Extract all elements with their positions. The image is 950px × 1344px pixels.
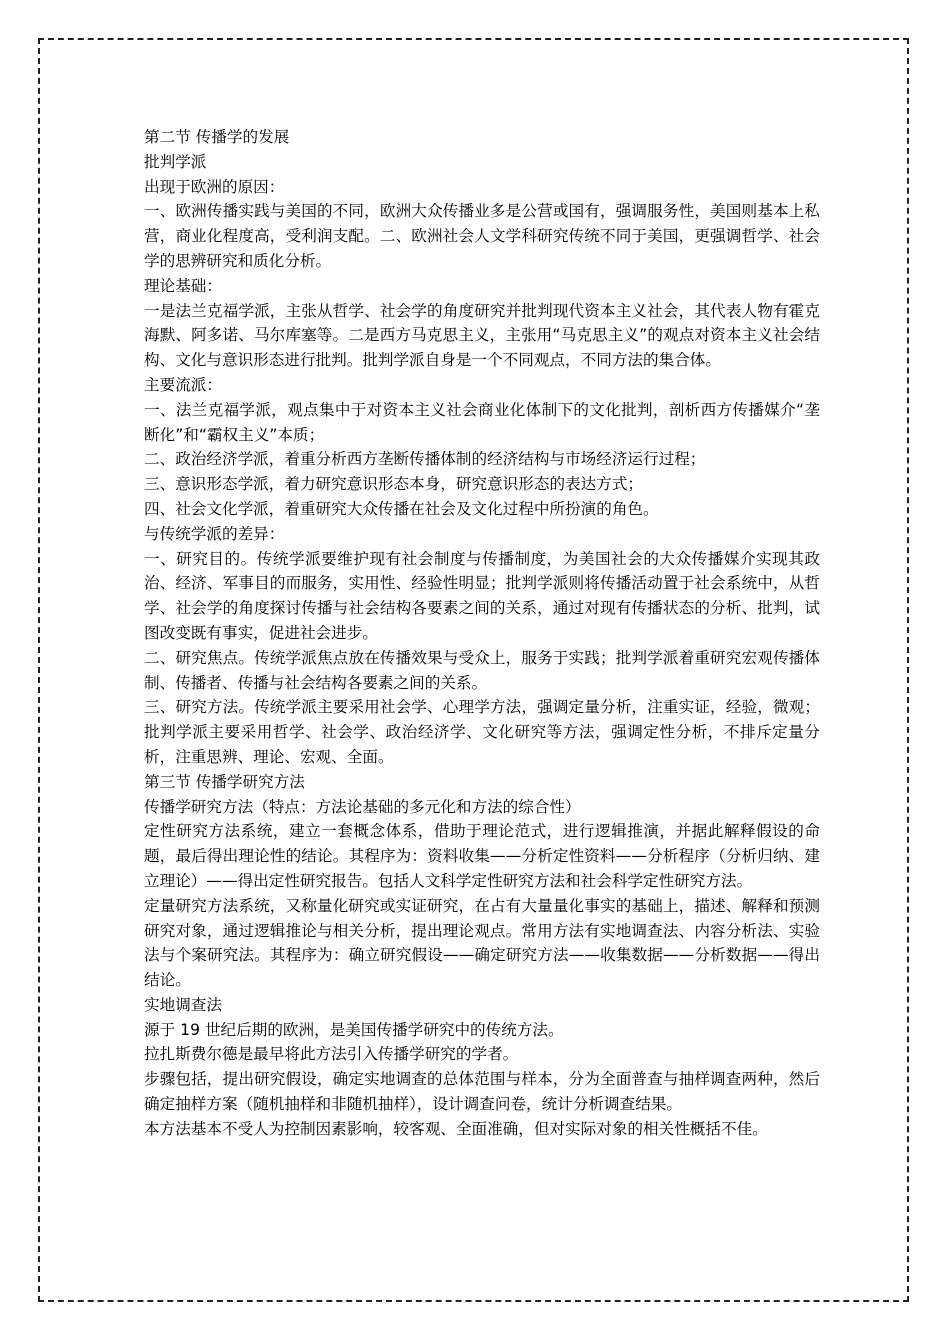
subheading: 实地调查法: [144, 995, 222, 1014]
subheading: 主要流派：: [144, 375, 222, 394]
paragraph: 一是法兰克福学派，主张从哲学、社会学的角度研究并批判现代资本主义社会，其代表人物有霍克海默、阿多诺、马尔库塞等。二是西方马克思主义，主张用“马克思主义”的观点对资本主义社会结构、文化与意识形态进行批判。批判学派自身是一个不同观点，不同方法的集合体。: [144, 301, 820, 370]
section-heading: 第三节 传播学研究方法: [144, 772, 305, 791]
paragraph: 定性研究方法系统，建立一套概念体系，借助于理论范式，进行逻辑推演，并据此解释假设的命题，最后得出理论性的结论。其程序为：资料收集——分析定性资料——分析程序（分析归纳、建立理论）——得出定性研究报告。包括人文科学定性研究方法和社会科学定性研究方法。: [144, 822, 820, 890]
paragraph: 三、研究方法。传统学派主要采用社会学、心理学方法，强调定量分析，注重实证，经验，微观；批判学派主要采用哲学、社会学、政治经济学、文化研究等方法，强调定性分析，不排斥定量分析，注重思辨、理论、宏观、全面。: [144, 698, 820, 766]
paragraph: 本方法基本不受人为控制因素影响，较客观、全面准确，但对实际对象的相关性概括不佳。: [144, 1119, 768, 1138]
paragraph: 定量研究方法系统，又称量化研究或实证研究，在占有大量量化事实的基础上，描述、解释和预测研究对象，通过逻辑推论与相关分析，提出理论观点。常用方法有实地调查法、内容分析法、实验法与个案研究法。其程序为：确立研究假设——确定研究方法——收集数据——分析数据——得出结论。: [144, 896, 820, 990]
paragraph: 源于 19 世纪后期的欧洲，是美国传播学研究中的传统方法。: [144, 1020, 564, 1039]
subheading: 与传统学派的差异：: [144, 524, 285, 543]
paragraph: 步骤包括，提出研究假设，确定实地调查的总体范围与样本，分为全面普查与抽样调查两种，然后确定抽样方案（随机抽样和非随机抽样），设计调查问卷，统计分析调查结果。: [144, 1070, 820, 1114]
paragraph: 四、社会文化学派，着重研究大众传播在社会及文化过程中所扮演的角色。: [144, 499, 659, 518]
subheading: 理论基础：: [144, 276, 222, 295]
document-body: [144, 125, 820, 1142]
subheading: 出现于欧洲的原因：: [144, 177, 285, 196]
paragraph: 三、意识形态学派，着力研究意识形态本身，研究意识形态的表达方式；: [144, 475, 644, 494]
paragraph: 一、研究目的。传统学派要维护现有社会制度与传播制度，为美国社会的大众传播媒介实现其政治、经济、军事目的而服务，实用性、经验性明显；批判学派则将传播活动置于社会系统中，从哲学、社会学的角度探讨传播与社会结构各要素之间的关系，通过对现有传播状态的分析、批判，试图改变既有事实，促进社会进步。: [144, 549, 820, 642]
subheading: 批判学派: [144, 152, 207, 171]
section-heading: 第二节 传播学的发展: [144, 128, 290, 146]
paragraph: 二、研究焦点。传统学派焦点放在传播效果与受众上，服务于实践；批判学派着重研究宏观传播体制、传播者、传播与社会结构各要素之间的关系。: [144, 648, 820, 692]
subheading: 传播学研究方法（特点：方法论基础的多元化和方法的综合性）: [144, 797, 581, 816]
paragraph: 一、欧洲传播实践与美国的不同，欧洲大众传播业多是公营或国有，强调服务性，美国则基本上私营，商业化程度高，受利润支配。二、欧洲社会人文学科研究传统不同于美国，更强调哲学、社会学的思辨研究和质化分析。: [144, 202, 820, 270]
paragraph: 二、政治经济学派，着重分析西方垄断传播体制的经济结构与市场经济运行过程；: [144, 450, 706, 469]
paragraph: 一、法兰克福学派，观点集中于对资本主义社会商业化体制下的文化批判，剖析西方传播媒介“垄断化”和“霸权主义”本质；: [144, 400, 820, 444]
paragraph: 拉扎斯费尔德是最早将此方法引入传播学研究的学者。: [144, 1045, 519, 1064]
